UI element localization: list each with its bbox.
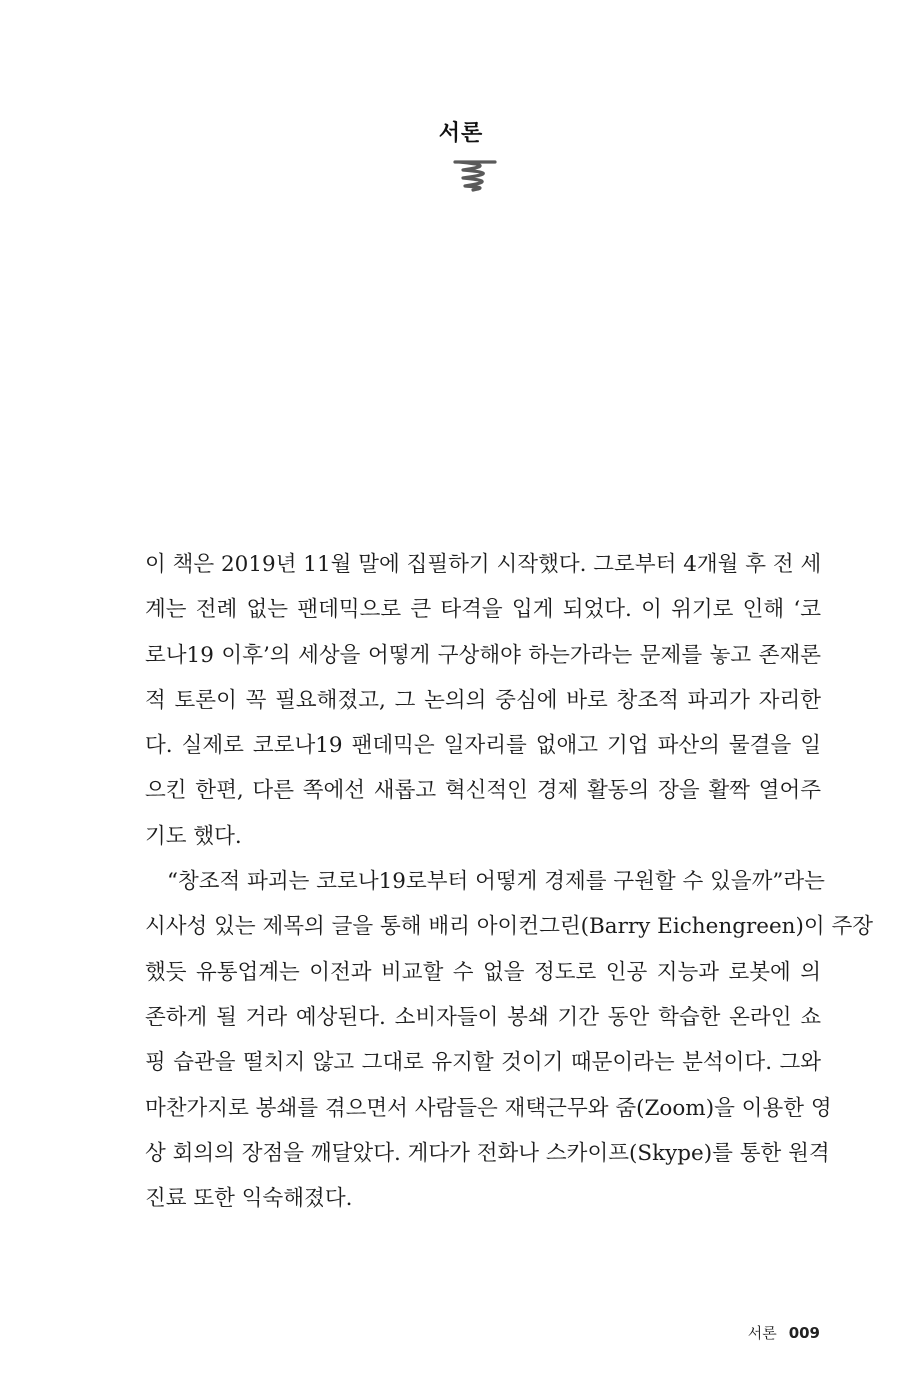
text-line: 이 책은 2019년 11월 말에 집필하기 시작했다. 그로부터 4개월 후 전 세 [145, 552, 822, 577]
page-number: 009 [788, 1324, 820, 1342]
chapter-title: 서론 [438, 121, 484, 146]
text-line: 상 회의의 장점을 깨달았다. 게다가 전화나 스카이프(Skype)를 통한 원격 [145, 1140, 830, 1166]
page-footer [0, 1322, 820, 1343]
squiggle-ornament-icon [451, 158, 499, 192]
text-line: 했듯 유통업계는 이전과 비교할 수 없을 정도로 인공 지능과 로봇에 의 [145, 959, 821, 985]
text-line: 시사성 있는 제목의 글을 통해 배리 아이컨그린(Barry Eichengreen)이 주장 [145, 914, 874, 940]
text-line: 로나19 이후’의 세상을 어떻게 구상해야 하는가라는 문제를 놓고 존재론 [145, 642, 821, 668]
text-line: 마찬가지로 봉쇄를 겪으면서 사람들은 재택근무와 줌(Zoom)을 이용한 영 [145, 1095, 832, 1121]
text-line: 계는 전례 없는 팬데믹으로 큰 타격을 입게 되었다. 이 위기로 인해 ‘코 [145, 597, 821, 623]
text-line: 으킨 한편, 다른 쪽에선 새롭고 혁신적인 경제 활동의 장을 활짝 열어주 [145, 778, 821, 804]
text-line: 적 토론이 꼭 필요해졌고, 그 논의의 중심에 바로 창조적 파괴가 자리한 [145, 687, 821, 713]
paragraph-1 [145, 542, 821, 859]
text-line: 기도 했다. [145, 823, 242, 849]
running-footer-section: 서론 [747, 1324, 777, 1342]
text-line: “창조적 파괴는 코로나19로부터 어떻게 경제를 구원할 수 있을까”라는 [167, 869, 825, 895]
paragraph-2 [145, 859, 874, 1221]
text-line: 진료 또한 익숙해졌다. [145, 1186, 353, 1212]
text-line: 존하게 될 거라 예상된다. 소비자들이 봉쇄 기간 동안 학습한 온라인 쇼 [145, 1004, 821, 1030]
text-line: 다. 실제로 코로나19 팬데믹은 일자리를 없애고 기업 파산의 물결을 일 [145, 733, 821, 759]
body-text [145, 542, 874, 1221]
text-line: 핑 습관을 떨치지 않고 그대로 유지할 것이기 때문이라는 분석이다. 그와 [145, 1050, 821, 1076]
